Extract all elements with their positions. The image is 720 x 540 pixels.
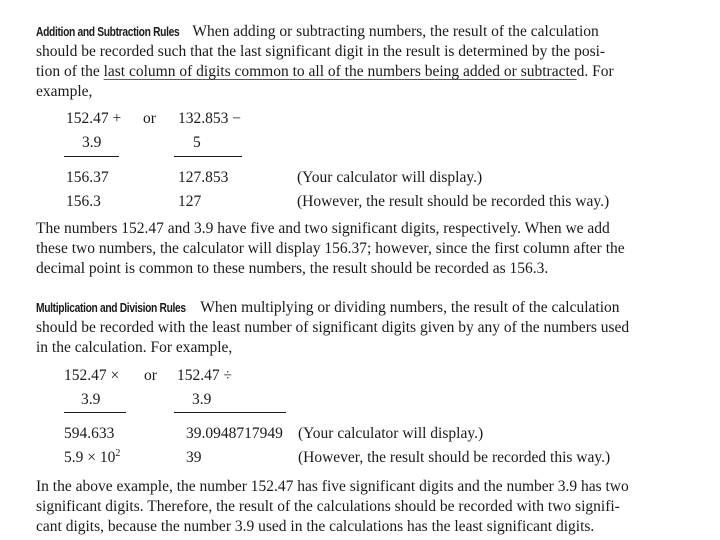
calculator-display-note: (Your calculator will display.) xyxy=(297,169,483,186)
addition-or-label: or xyxy=(143,110,156,127)
multiplication-line-1: When multiplying or dividing numbers, the result of the calculation xyxy=(200,299,620,316)
addition-explanation-line-1: The numbers 152.47 and 3.9 have five and two significant digits, respectively. When we add xyxy=(36,220,610,237)
subtraction-recorded-result: 127 xyxy=(178,193,202,210)
division-recorded-result: 39 xyxy=(186,449,202,466)
multiplication-line-3: in the calculation. For example, xyxy=(36,339,233,356)
division-operand-b: 3.9 xyxy=(192,391,212,408)
subtraction-operand-b: 5 xyxy=(193,134,201,151)
multiplication-operand-a-top: 152.47 × xyxy=(64,367,120,384)
addition-operand-b: 3.9 xyxy=(82,134,102,151)
multiplication-explanation-paragraph xyxy=(36,477,629,537)
division-calculator-result: 39.0948717949 xyxy=(186,425,283,442)
subtraction-difference-line xyxy=(174,156,242,157)
subtraction-operand-a-top: 132.853 − xyxy=(178,110,241,127)
subtraction-calculator-result: 127.853 xyxy=(178,169,229,186)
addition-explanation-line-2: these two numbers, the calculator will display 156.37; however, since the first column after the xyxy=(36,240,625,257)
addition-explanation-line-3: decimal point is common to these numbers, the result should be recorded as 156.3. xyxy=(36,260,549,277)
multiplication-product-line xyxy=(64,412,126,413)
multiplication-calculator-result: 594.633 xyxy=(64,425,115,442)
addition-calculator-result: 156.37 xyxy=(66,169,109,186)
recorded-exponent: 2 xyxy=(115,447,121,459)
recorded-way-note: (However, the result should be recorded this way.) xyxy=(297,193,610,210)
multiplication-line-2: should be recorded with the least number of significant digits given by any of the numbers used xyxy=(36,319,630,336)
addition-sum-line xyxy=(64,156,119,157)
addition-recorded-result: 156.3 xyxy=(66,193,101,210)
underlined-phrase: last column of digits common to all of the numbers being added or subtracte xyxy=(103,63,577,80)
multiplication-explanation-line-3: cant digits, because the number 3.9 used in the calculations has the least significant digits. xyxy=(36,518,595,535)
calculator-display-note-2: (Your calculator will display.) xyxy=(298,425,484,442)
addition-line-2: should be recorded such that the last significant digit in the result is determined by the posi- xyxy=(36,43,606,60)
addition-line-4: example, xyxy=(36,83,93,100)
multiplication-explanation-line-1: In the above example, the number 152.47 has five significant digits and the number 3.9 has two xyxy=(36,478,629,495)
addition-rules-heading: Addition and Subtraction Rules xyxy=(36,25,180,39)
addition-explanation-paragraph xyxy=(36,219,625,279)
addition-operand-a-top: 152.47 + xyxy=(66,110,122,127)
addition-line-3-end: d. For xyxy=(576,63,614,80)
recorded-mantissa: 5.9 × 10 xyxy=(64,449,116,466)
addition-line-1: When adding or subtracting numbers, the result of the calculation xyxy=(192,23,599,40)
multiplication-explanation-line-2: significant digits. Therefore, the result of the calculations should be recorded with two signifi- xyxy=(36,498,620,515)
multiplication-or-label: or xyxy=(144,367,157,384)
addition-line-3-start: tion of the xyxy=(36,63,104,80)
multiplication-rules-heading: Multiplication and Division Rules xyxy=(36,301,186,315)
addition-rules-paragraph xyxy=(36,22,614,102)
division-operand-a-top: 152.47 ÷ xyxy=(177,367,233,384)
multiplication-operand-b: 3.9 xyxy=(81,391,101,408)
division-quotient-line xyxy=(174,412,286,413)
multiplication-recorded-result xyxy=(64,448,120,468)
multiplication-rules-paragraph xyxy=(36,298,630,358)
recorded-way-note-2: (However, the result should be recorded this way.) xyxy=(298,449,611,466)
